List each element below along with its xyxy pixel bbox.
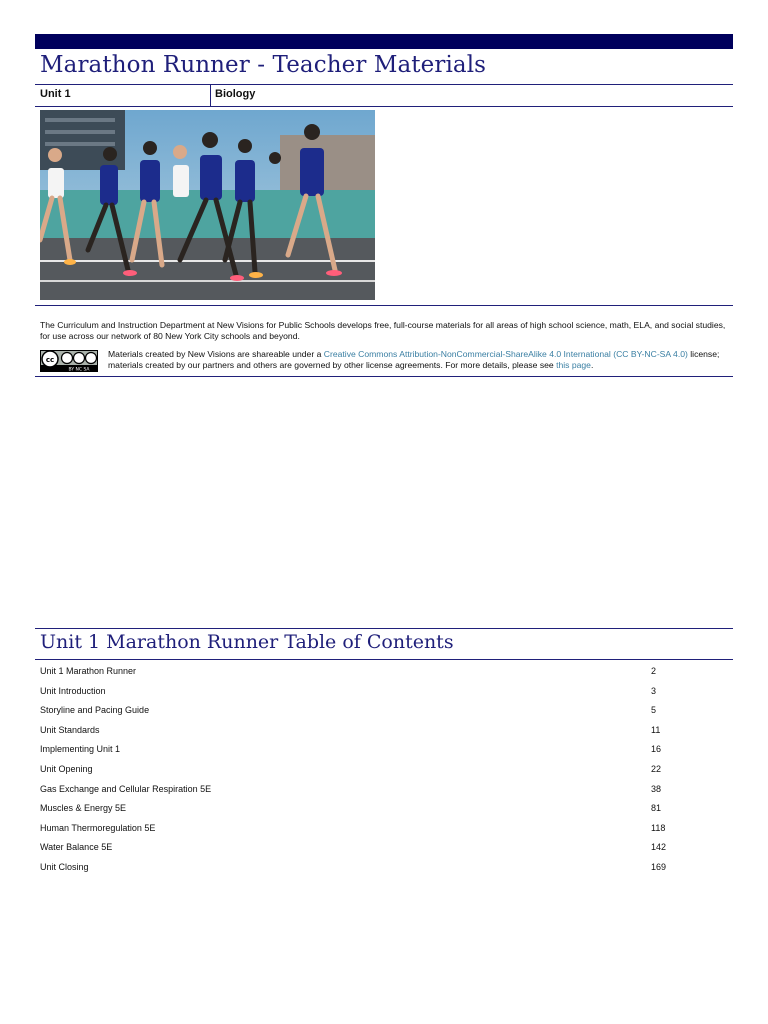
toc-title: Unit 1 Marathon Runner Table of Contents: [40, 631, 454, 653]
cc-license-icon: [40, 350, 98, 372]
divider: [35, 106, 733, 107]
toc-entry-page: 3: [651, 685, 657, 696]
license-paragraph: [108, 349, 733, 371]
toc-entry-title[interactable]: Storyline and Pacing Guide: [40, 705, 150, 716]
toc-entry-page: 38: [651, 783, 662, 794]
document-title: Marathon Runner - Teacher Materials: [40, 52, 487, 78]
toc-entry-page: 16: [651, 744, 662, 755]
toc-entry-title[interactable]: Unit Introduction: [40, 685, 106, 696]
intro-paragraph: The Curriculum and Instruction Department at New Visions for Public Schools develops free, full-course materials for all areas of high school science, math, ELA, and social studies, for use across our network of 80 New York City schools and beyond.: [40, 320, 726, 341]
cc-license-link[interactable]: Creative Commons Attribution-NonCommercial-ShareAlike 4.0 International (CC BY-NC-SA 4.0): [323, 349, 688, 359]
license-suffix: .: [590, 360, 594, 370]
divider: [35, 659, 733, 660]
toc-entry-title[interactable]: Implementing Unit 1: [40, 744, 121, 755]
toc-entry-title[interactable]: Muscles & Energy 5E: [40, 803, 127, 814]
svg-text:cc: cc: [45, 356, 55, 364]
marathon-runners-photo: [40, 110, 375, 300]
toc-entry-page: 2: [651, 666, 657, 676]
cc-badge-text: BY NC SA: [68, 367, 90, 372]
toc-entry-page: 11: [651, 724, 661, 735]
divider: [35, 628, 733, 629]
toc-entry-title[interactable]: Human Thermoregulation 5E: [40, 822, 156, 833]
license-prefix: Materials created by New Visions are shareable under a: [108, 349, 324, 359]
toc-entry[interactable]: [40, 819, 730, 839]
toc-entry[interactable]: [40, 662, 730, 682]
toc-entry[interactable]: [40, 682, 730, 702]
toc-entry-title[interactable]: Unit 1 Marathon Runner: [40, 666, 137, 676]
toc-entry[interactable]: [40, 721, 730, 741]
unit-label: Unit 1: [40, 88, 71, 100]
toc-entry[interactable]: [40, 838, 730, 858]
divider: [35, 84, 733, 85]
toc-entry[interactable]: [40, 701, 730, 721]
toc-entry-title[interactable]: Water Balance 5E: [40, 842, 113, 853]
toc-entry[interactable]: [40, 799, 730, 819]
toc-entry[interactable]: [40, 740, 730, 760]
toc-entry-page: 118: [651, 822, 666, 833]
this-page-link[interactable]: this page: [556, 360, 591, 370]
toc-entry[interactable]: [40, 780, 730, 800]
license-middle: license; materials created by our partners and others are governed by other license agreements. For more details, please see: [108, 349, 720, 370]
toc-entry-title[interactable]: Gas Exchange and Cellular Respiration 5E: [40, 783, 212, 794]
toc-entry[interactable]: [40, 760, 730, 780]
toc-entry-page: 81: [651, 803, 662, 814]
toc-entry-page: 22: [651, 763, 662, 774]
divider: [35, 305, 733, 306]
toc-entry[interactable]: [40, 858, 730, 878]
toc-entry-page: 169: [651, 861, 667, 872]
toc-entry-title[interactable]: Unit Opening: [40, 763, 93, 774]
header-bar: [35, 34, 733, 49]
toc-entry-page: 142: [651, 842, 667, 853]
subject-label: Biology: [215, 88, 256, 100]
toc-entry-title[interactable]: Unit Standards: [40, 724, 100, 735]
divider: [35, 376, 733, 377]
toc-entry-page: 5: [651, 705, 657, 716]
cell-divider: [210, 84, 211, 106]
toc-entry-title[interactable]: Unit Closing: [40, 861, 89, 872]
table-of-contents: [40, 662, 730, 878]
